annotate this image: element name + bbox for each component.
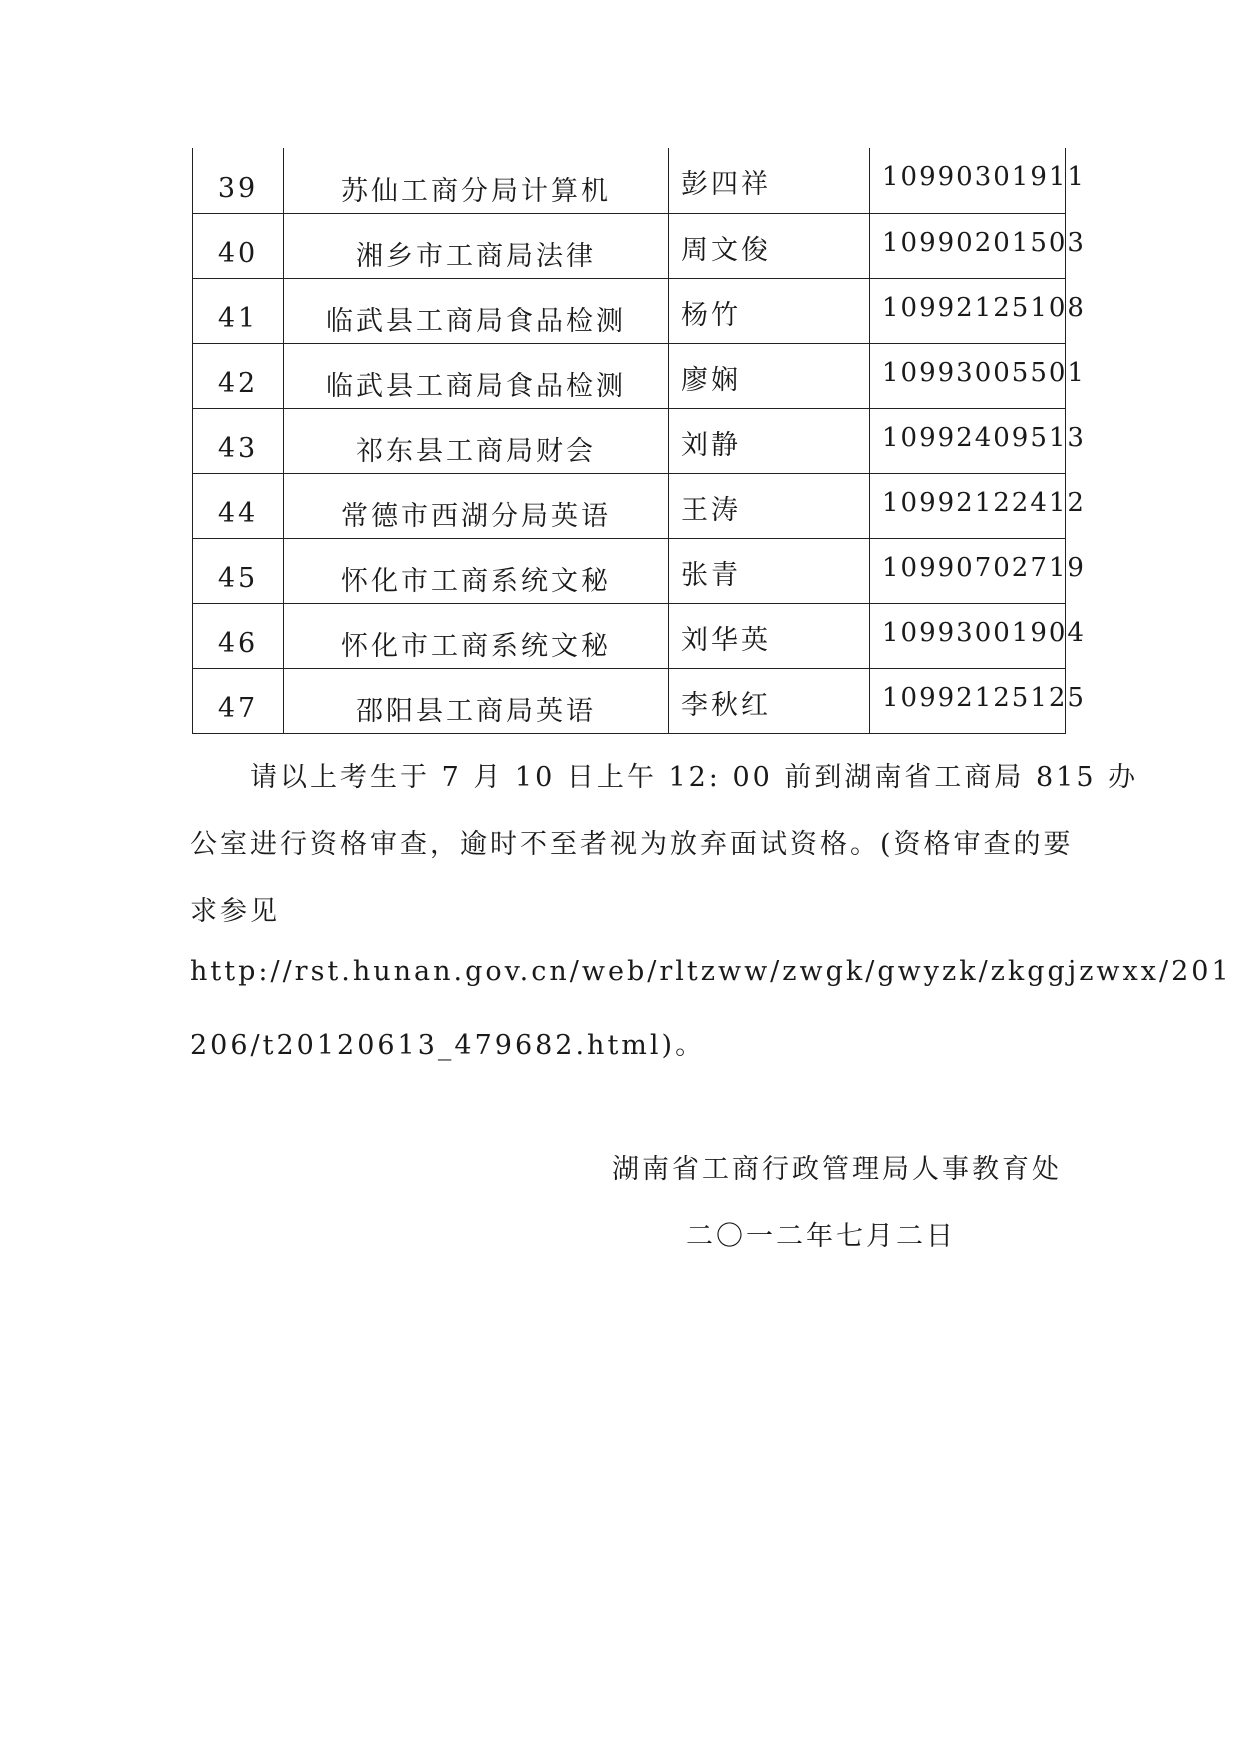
table-row xyxy=(193,668,1066,733)
table-row xyxy=(193,408,1066,473)
candidate-table xyxy=(192,148,1086,734)
candidate-table-body xyxy=(193,148,1086,733)
row-position: 怀化市工商系统文秘 xyxy=(284,538,669,603)
table-row xyxy=(193,278,1066,343)
row-name: 刘华英 xyxy=(669,603,870,668)
table-row xyxy=(193,343,1066,408)
row-number: 39 xyxy=(193,148,284,213)
row-exam-id: 10992125108 xyxy=(870,278,1066,343)
signature-office: 湖南省工商行政管理局人事教育处 xyxy=(612,1154,1062,1185)
row-exam-id: 10992409513 xyxy=(870,408,1066,473)
row-position: 苏仙工商分局计算机 xyxy=(284,148,669,213)
table-row xyxy=(193,473,1066,538)
notice-url-line-2: 206/t20120613_479682.html)。 xyxy=(190,1030,706,1061)
row-position: 邵阳县工商局英语 xyxy=(284,668,669,733)
row-position: 临武县工商局食品检测 xyxy=(284,343,669,408)
notice-line-1: 请以上考生于 7 月 10 日上午 12: 00 前到湖南省工商局 815 办 xyxy=(190,762,1139,793)
row-exam-id: 10993005501 xyxy=(870,343,1066,408)
row-position: 湘乡市工商局法律 xyxy=(284,213,669,278)
row-exam-id: 10993001904 xyxy=(870,603,1066,668)
signature-date: 二〇一二年七月二日 xyxy=(686,1221,956,1252)
row-name: 廖娴 xyxy=(669,343,870,408)
table-row xyxy=(193,213,1066,278)
row-name: 李秋红 xyxy=(669,668,870,733)
row-number: 46 xyxy=(193,603,284,668)
row-name: 彭四祥 xyxy=(669,148,870,213)
row-name: 周文俊 xyxy=(669,213,870,278)
row-exam-id: 10990301911 xyxy=(870,148,1066,213)
row-exam-id: 10990201503 xyxy=(870,213,1066,278)
notice-line-3: 求参见 xyxy=(190,896,280,927)
row-name: 王涛 xyxy=(669,473,870,538)
row-position: 祁东县工商局财会 xyxy=(284,408,669,473)
row-position: 怀化市工商系统文秘 xyxy=(284,603,669,668)
row-number: 44 xyxy=(193,473,284,538)
row-exam-id: 10992122412 xyxy=(870,473,1066,538)
row-name: 张青 xyxy=(669,538,870,603)
row-number: 45 xyxy=(193,538,284,603)
table-row xyxy=(193,603,1066,668)
row-position: 常德市西湖分局英语 xyxy=(284,473,669,538)
row-number: 40 xyxy=(193,213,284,278)
row-number: 42 xyxy=(193,343,284,408)
row-exam-id: 10992125125 xyxy=(870,668,1066,733)
row-number: 43 xyxy=(193,408,284,473)
table-row xyxy=(193,538,1066,603)
row-position: 临武县工商局食品检测 xyxy=(284,278,669,343)
notice-line-2: 公室进行资格审查，逾时不至者视为放弃面试资格。(资格审查的要 xyxy=(190,829,1074,860)
row-number: 41 xyxy=(193,278,284,343)
notice-url-line-1: http://rst.hunan.gov.cn/web/rltzww/zwgk/gwyzk/zkggjzwxx/201 xyxy=(190,956,1232,987)
table-row xyxy=(193,148,1066,213)
row-number: 47 xyxy=(193,668,284,733)
row-exam-id: 10990702719 xyxy=(870,538,1066,603)
row-name: 刘静 xyxy=(669,408,870,473)
row-name: 杨竹 xyxy=(669,278,870,343)
